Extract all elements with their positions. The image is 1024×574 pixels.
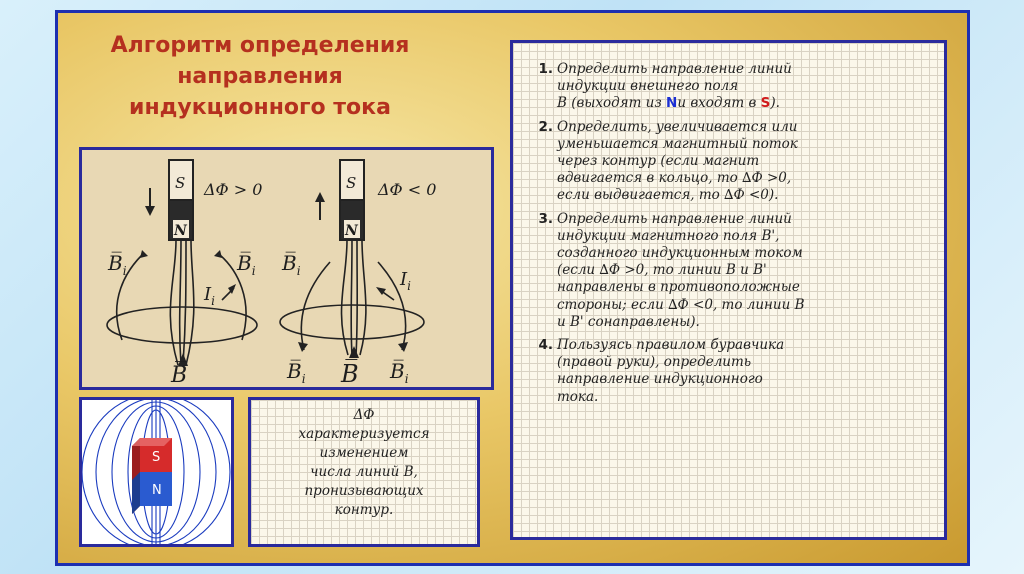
left-bi-right: $B̅_i$ [237,251,256,278]
step-4 [523,337,930,406]
step-text: Пользуясь правилом буравчика (правой руки), определить направление индукционного тока. [557,337,785,405]
left-pole-n: N [174,223,187,239]
left-motion-arrow [145,206,155,216]
step-number: 2. [538,118,553,135]
left-bi-left: $B̅_i$ [108,251,127,278]
step-number: 1. [538,61,553,77]
induction-diagram [82,150,491,387]
right-pole-s: S [346,174,357,192]
magnet-pole-s: S [152,450,161,465]
step-number: 4. [538,337,553,354]
right-b-bottom-right: $B̅_i$ [390,359,409,386]
left-pole-s: S [175,174,186,192]
left-magnet [169,160,193,240]
right-pole-n: N [345,223,358,239]
induction-figure [79,147,494,390]
step-1 [523,61,930,113]
magnet-pole-n: N [152,483,162,498]
left-loop [107,307,257,343]
left-field-lines [117,240,246,365]
step-text: Определить направление линий индукции магнитного поля B', созданного индукционным током (если ∆Ф >0, то линии В и B' направлены в противоположные стороны; если ∆Ф <0, то линии В и B' сонаправлены). [557,210,805,330]
step-text: Определить направление линий индукции внешнего поля В (выходят из Nи входят в S). [557,61,792,112]
north-letter: N [666,95,678,112]
right-delta-label: ΔΦ < 0 [378,180,437,199]
bar-magnet [132,438,172,514]
algorithm-steps [510,40,947,540]
right-magnet [340,160,364,240]
bar-magnet-field [82,400,231,544]
flux-note-text: ΔΦ характеризуется изменением числа линий В, пронизывающих контур. [298,407,430,518]
slide-title: Алгоритм определения направления индукционного тока [110,33,410,120]
flux-note [248,397,480,547]
left-delta-label: ΔΦ > 0 [204,180,263,199]
step-2 [523,119,930,205]
right-bi-left: $B̅_i$ [282,251,301,278]
step-3 [523,211,930,331]
step-text: Определить, увеличивается или уменьшается магнитный поток через контур (если магнит вдвигается в кольцо, то ∆Ф >0, если выдвигается, то ∆Ф <0). [557,118,798,204]
right-motion-arrow [315,192,325,202]
left-b-bottom: B̅ [171,363,188,387]
right-b-bottom-mid: B̅ [341,360,359,387]
step-number: 3. [538,210,553,227]
south-letter: S [760,95,771,112]
right-b-bottom-left: $B̅_i$ [287,359,306,386]
right-current-label: $I_i$ [400,269,411,293]
bar-magnet-figure [79,397,234,547]
left-current-label: $I_i$ [204,284,215,308]
